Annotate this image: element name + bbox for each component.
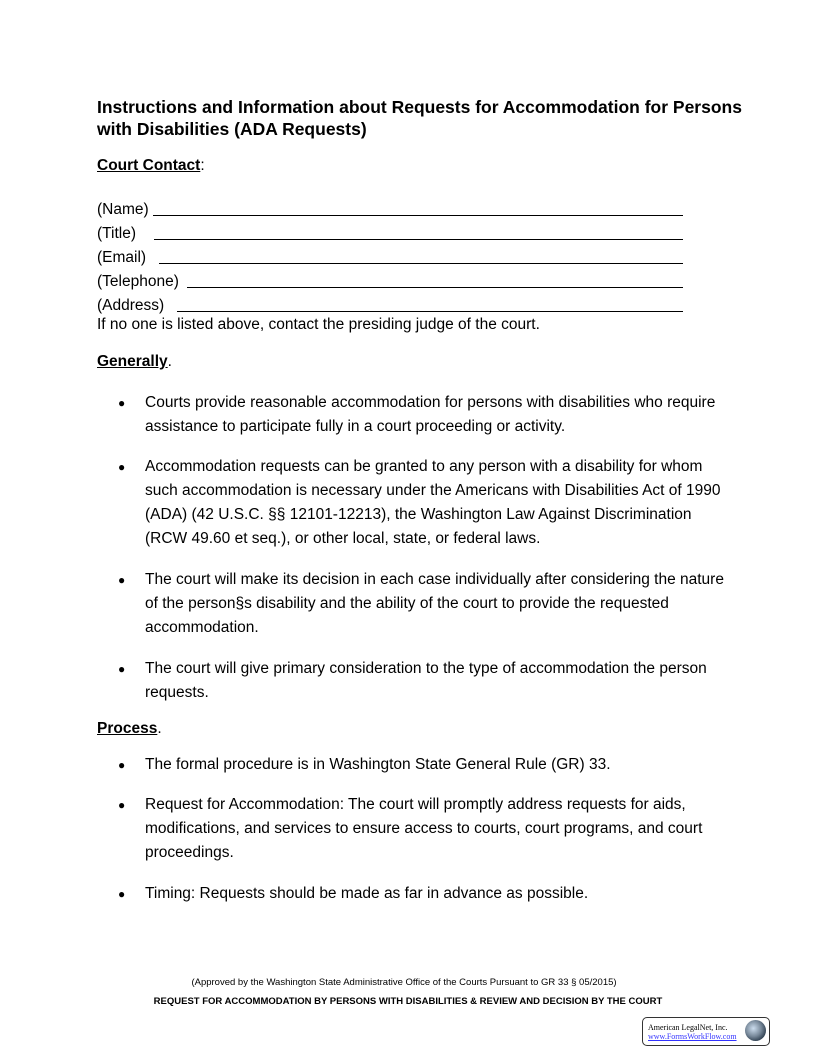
list-item: ● Courts provide reasonable accommodation for persons with disabilities who require assistance to participate fully in a court proceeding or activity.	[118, 391, 728, 439]
contact-note: If no one is listed above, contact the presiding judge of the court.	[97, 316, 540, 333]
process-heading: Process.	[97, 720, 162, 737]
email-field[interactable]: (Email)	[97, 249, 683, 267]
americanlegalnet-logo[interactable]: American LegalNet, Inc. www.FormsWorkFlow.com	[642, 1017, 770, 1046]
list-item: ● Accommodation requests can be granted to any person with a disability for whom such accommodation is necessary under the Americans with Disabilities Act of 1990 (ADA) (42 U.S.C. §§ 12101-12213), the Washington Law Against Discrimination (RCW 49.60 et seq.), or other local, state, or federal laws.	[118, 455, 728, 551]
name-field[interactable]: (Name)	[97, 201, 683, 219]
form-title: REQUEST FOR ACCOMMODATION BY PERSONS WITH DISABILITIES & REVIEW AND DECISION BY THE COURT	[153, 996, 663, 1007]
list-item: ● The formal procedure is in Washington State General Rule (GR) 33.	[118, 753, 728, 777]
document-title: Instructions and Information about Requests for Accommodation for Persons with Disabilities (ADA Requests)	[97, 97, 742, 139]
bullet-icon: ●	[118, 758, 126, 772]
title-field[interactable]: (Title)	[97, 225, 683, 243]
address-field[interactable]: (Address)	[97, 297, 683, 315]
court-contact-heading: Court Contact:	[97, 157, 205, 174]
bullet-icon: ●	[118, 396, 126, 410]
generally-heading: Generally.	[97, 353, 172, 370]
bullet-icon: ●	[118, 460, 126, 474]
list-item: ● Request for Accommodation: The court will promptly address requests for aids, modifications, and services to ensure access to courts, court programs, and court proceedings.	[118, 793, 728, 865]
telephone-field[interactable]: (Telephone)	[97, 273, 683, 291]
bullet-icon: ●	[118, 887, 126, 901]
approval-note: (Approved by the Washington State Administrative Office of the Courts Pursuant to GR 33 § 05/2015)	[191, 977, 617, 988]
list-item: ● The court will make its decision in each case individually after considering the nature of the person§s disability and the ability of the court to provide the requested accommodation.	[118, 568, 728, 640]
globe-icon	[745, 1020, 766, 1041]
logo-link[interactable]: www.FormsWorkFlow.com	[648, 1032, 737, 1041]
list-item: ● The court will give primary consideration to the type of accommodation the person requests.	[118, 657, 728, 705]
bullet-icon: ●	[118, 662, 126, 676]
bullet-icon: ●	[118, 798, 126, 812]
list-item: ● Timing: Requests should be made as far in advance as possible.	[118, 882, 728, 906]
bullet-icon: ●	[118, 573, 126, 587]
